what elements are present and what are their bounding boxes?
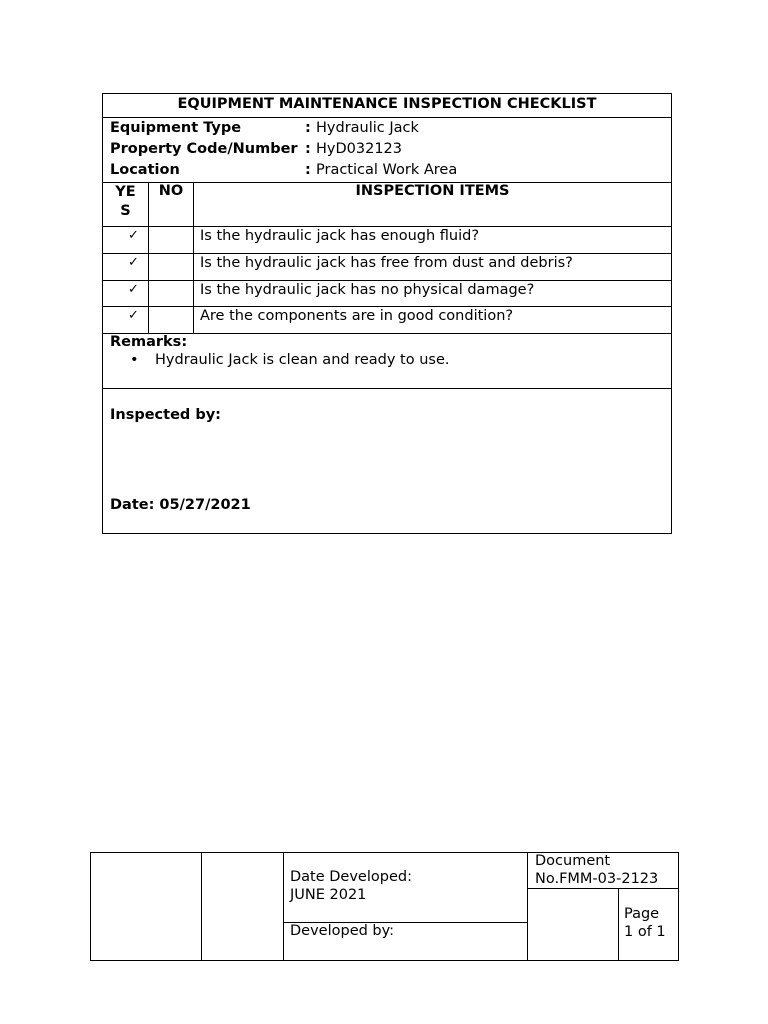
bullet-icon: • <box>130 352 139 368</box>
footer-col-4 <box>618 888 619 961</box>
document-number-line1: Document <box>535 853 611 869</box>
page-label: Page <box>624 906 660 922</box>
field-label-location: Location <box>110 162 180 178</box>
rule-col-yes <box>148 182 149 334</box>
footer-border-bottom <box>90 960 679 961</box>
header-inspection-items: INSPECTION ITEMS <box>355 183 510 199</box>
footer-col-3 <box>527 852 528 961</box>
inspection-date: Date: 05/27/2021 <box>110 497 251 513</box>
rule-col-no <box>193 182 194 334</box>
field-separator: : <box>305 120 311 136</box>
rule-row-3 <box>102 306 672 307</box>
rule-row-2 <box>102 280 672 281</box>
check-yes-row-1: ✓ <box>128 228 139 243</box>
page-title: EQUIPMENT MAINTENANCE INSPECTION CHECKLIST <box>177 96 597 112</box>
header-yes-line1: YE <box>115 184 136 200</box>
inspection-item-text: Is the hydraulic jack has enough fluid? <box>200 228 480 244</box>
table-border-top <box>102 93 672 94</box>
check-yes-row-2: ✓ <box>128 255 139 270</box>
field-separator: : <box>305 141 311 157</box>
rule-row-1 <box>102 253 672 254</box>
remarks-text: Hydraulic Jack is clean and ready to use. <box>155 352 450 368</box>
rule-header <box>102 226 672 227</box>
table-border-left <box>102 93 103 534</box>
header-no: NO <box>158 183 184 199</box>
rule-title <box>102 117 672 118</box>
check-yes-row-4: ✓ <box>128 308 139 323</box>
footer-col-1 <box>201 852 202 961</box>
inspection-item-text: Is the hydraulic jack has no physical damage? <box>200 282 535 298</box>
remarks-label: Remarks: <box>110 334 188 350</box>
inspection-item-text: Are the components are in good condition? <box>200 308 514 324</box>
date-developed-value: JUNE 2021 <box>290 887 367 903</box>
table-border-right <box>671 93 672 534</box>
document-number-line2: No.FMM-03-2123 <box>535 871 659 887</box>
rule-remarks <box>102 388 672 389</box>
header-yes-line2: S <box>120 203 131 219</box>
footer-rule-document <box>527 888 679 889</box>
footer-col-2 <box>283 852 284 961</box>
inspected-by-label: Inspected by: <box>110 407 221 423</box>
field-value-equipment-type: Hydraulic Jack <box>316 120 419 136</box>
footer-border-left <box>90 852 91 961</box>
field-value-property-code: HyD032123 <box>316 141 403 157</box>
table-border-bottom <box>102 533 672 534</box>
field-label-property-code: Property Code/Number <box>110 141 298 157</box>
footer-border-right <box>678 852 679 961</box>
check-yes-row-3: ✓ <box>128 282 139 297</box>
page-number: 1 of 1 <box>624 924 666 940</box>
date-developed-label: Date Developed: <box>290 869 412 885</box>
field-value-location: Practical Work Area <box>316 162 458 178</box>
header-yes <box>103 183 148 221</box>
developed-by-label: Developed by: <box>290 923 395 939</box>
field-label-equipment-type: Equipment Type <box>110 120 242 136</box>
rule-row-4 <box>102 333 672 334</box>
field-separator: : <box>305 162 311 178</box>
inspection-item-text: Is the hydraulic jack has free from dust and debris? <box>200 255 573 271</box>
